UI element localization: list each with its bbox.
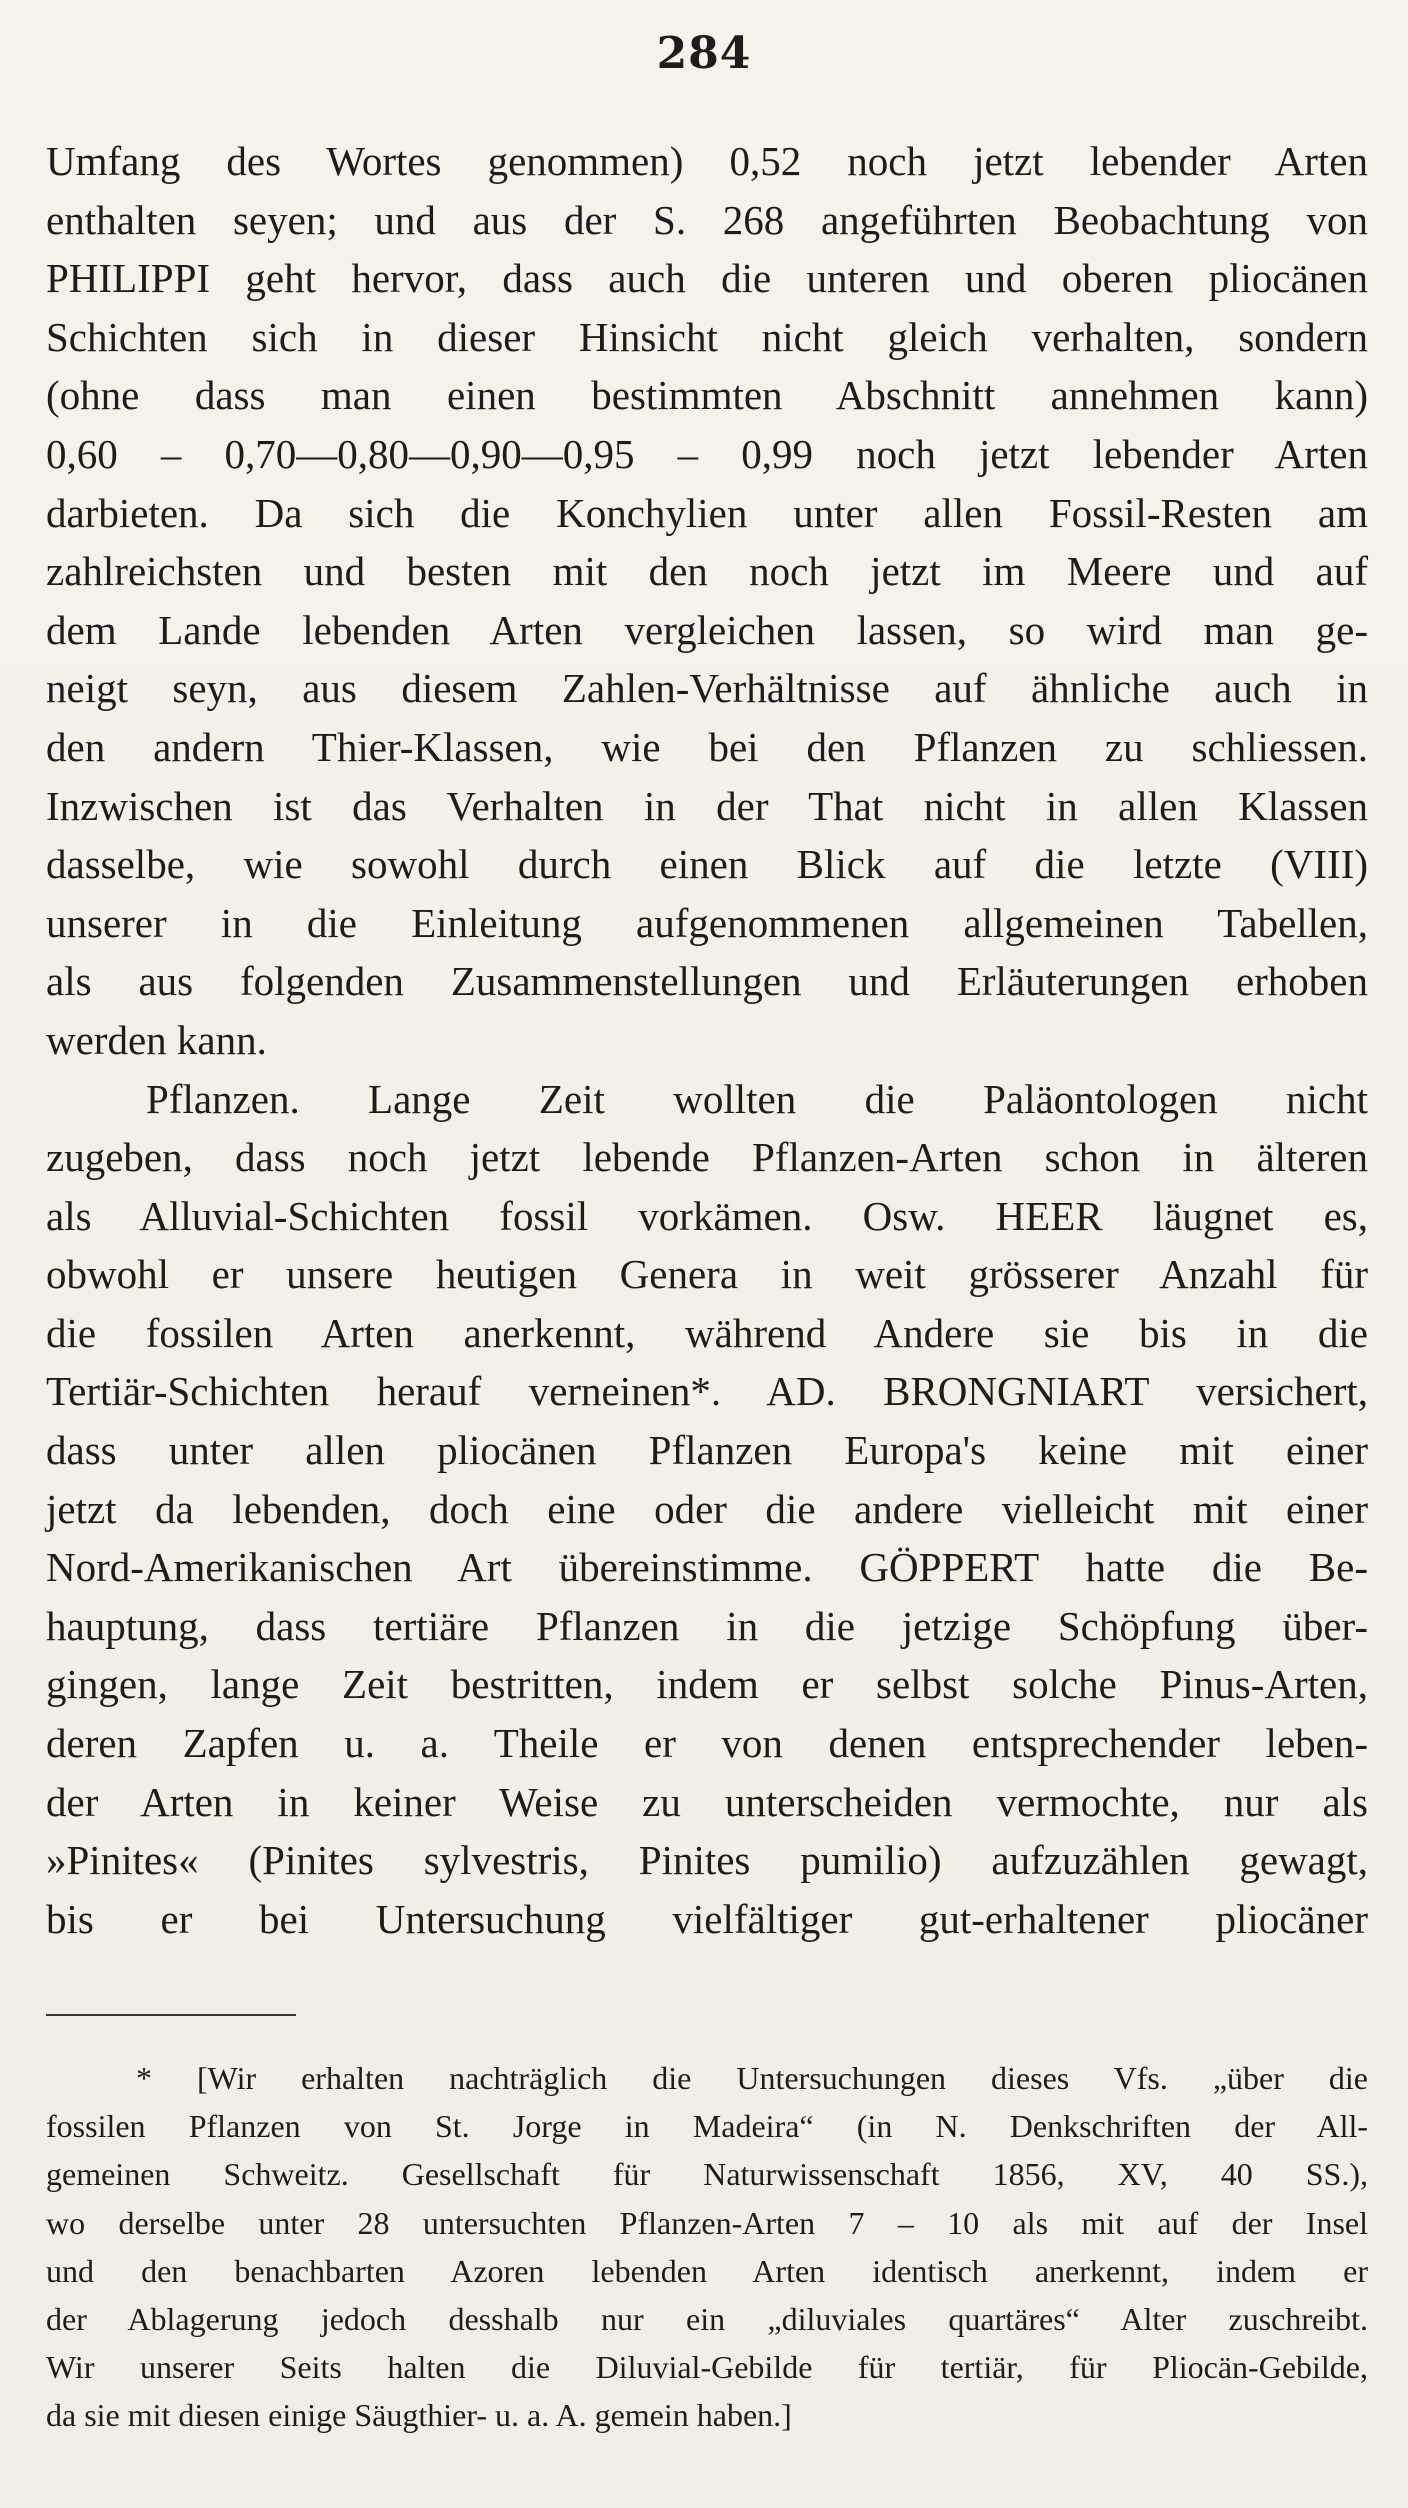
text-line: unserer in die Einleitung aufgenommenen allgemeinen Tabellen, <box>46 899 1368 946</box>
footnote-line: * [Wir erhalten nachträglich die Untersuchungen dieses Vfs. „über die <box>136 2060 1368 2096</box>
text-line: zahlreichsten und besten mit den noch jetzt im Meere und auf <box>46 548 1368 595</box>
text-line: zugeben, dass noch jetzt lebende Pflanzen-Arten schon in älteren <box>46 1134 1368 1181</box>
text-line: Schichten sich in dieser Hinsicht nicht gleich verhalten, sondern <box>46 313 1368 360</box>
footnote-line: wo derselbe unter 28 untersuchten Pflanzen-Arten 7 – 10 als mit auf der Insel <box>46 2204 1368 2241</box>
text-line: werden kann. <box>46 1016 267 1063</box>
footnote-line: und den benachbarten Azoren lebenden Arten identisch anerkennt, indem er <box>46 2252 1368 2289</box>
text-line: 0,60 – 0,70—0,80—0,90—0,95 – 0,99 noch jetzt lebender Arten <box>46 430 1368 477</box>
text-line: der Arten in keiner Weise zu unterscheiden vermochte, nur als <box>46 1778 1368 1825</box>
paragraph-start: Pflanzen. Lange Zeit wollten die Paläontologen nicht <box>146 1075 1368 1122</box>
page-number: 284 <box>656 28 752 79</box>
text-line: dass unter allen pliocänen Pflanzen Europa's keine mit einer <box>46 1427 1368 1474</box>
footnote-divider <box>46 2014 296 2016</box>
footnote-line: da sie mit diesen einige Säugthier- u. a. A. gemein haben.] <box>46 2397 792 2434</box>
text-line: bis er bei Untersuchung vielfältiger gut-erhaltener pliocäner <box>46 1895 1368 1942</box>
footnote-line: fossilen Pflanzen von St. Jorge in Madeira“ (in N. Denkschriften der All- <box>46 2108 1368 2145</box>
footnote <box>46 2054 1368 2440</box>
footnote-line: gemeinen Schweitz. Gesellschaft für Naturwissenschaft 1856, XV, 40 SS.), <box>46 2156 1368 2193</box>
text-line: Inzwischen ist das Verhalten in der That nicht in allen Klassen <box>46 782 1368 829</box>
text-line: Tertiär-Schichten herauf verneinen*. AD. BRONGNIART versichert, <box>46 1368 1368 1415</box>
text-line: darbieten. Da sich die Konchylien unter allen Fossil-Resten am <box>46 489 1368 536</box>
text-line: dasselbe, wie sowohl durch einen Blick auf die letzte (VIII) <box>46 841 1368 888</box>
text-line: obwohl er unsere heutigen Genera in weit grösserer Anzahl für <box>46 1251 1368 1298</box>
text-line: als aus folgenden Zusammenstellungen und Erläuterungen erhoben <box>46 958 1368 1005</box>
footnote-line: Wir unserer Seits halten die Diluvial-Gebilde für tertiär, für Pliocän-Gebilde, <box>46 2349 1368 2386</box>
text-line: hauptung, dass tertiäre Pflanzen in die jetzige Schöpfung über- <box>46 1602 1368 1649</box>
text-line: Nord-Amerikanischen Art übereinstimme. GÖPPERT hatte die Be- <box>46 1544 1368 1591</box>
text-line: als Alluvial-Schichten fossil vorkämen. Osw. HEER läugnet es, <box>46 1192 1368 1239</box>
text-line: »Pinites« (Pinites sylvestris, Pinites pumilio) aufzuzählen gewagt, <box>46 1837 1368 1884</box>
text-line: den andern Thier-Klassen, wie bei den Pflanzen zu schliessen. <box>46 723 1368 770</box>
main-text <box>46 132 1368 1948</box>
text-line: dem Lande lebenden Arten vergleichen lassen, so wird man ge- <box>46 606 1368 653</box>
text-line: PHILIPPI geht hervor, dass auch die unteren und oberen pliocänen <box>46 255 1368 302</box>
text-line: enthalten seyen; und aus der S. 268 angeführten Beobachtung von <box>46 196 1368 243</box>
text-line: Umfang des Wortes genommen) 0,52 noch jetzt lebender Arten <box>46 138 1368 184</box>
text-line: neigt seyn, aus diesem Zahlen-Verhältnisse auf ähnliche auch in <box>46 665 1368 712</box>
footnote-line: der Ablagerung jedoch desshalb nur ein „diluviales quartäres“ Alter zuschreibt. <box>46 2300 1368 2337</box>
text-line: (ohne dass man einen bestimmten Abschnitt annehmen kann) <box>46 372 1368 419</box>
text-line: jetzt da lebenden, doch eine oder die andere vielleicht mit einer <box>46 1485 1368 1532</box>
text-line: deren Zapfen u. a. Theile er von denen entsprechender leben- <box>46 1720 1368 1767</box>
text-line: gingen, lange Zeit bestritten, indem er selbst solche Pinus-Arten, <box>46 1661 1368 1708</box>
text-line: die fossilen Arten anerkennt, während Andere sie bis in die <box>46 1309 1368 1356</box>
